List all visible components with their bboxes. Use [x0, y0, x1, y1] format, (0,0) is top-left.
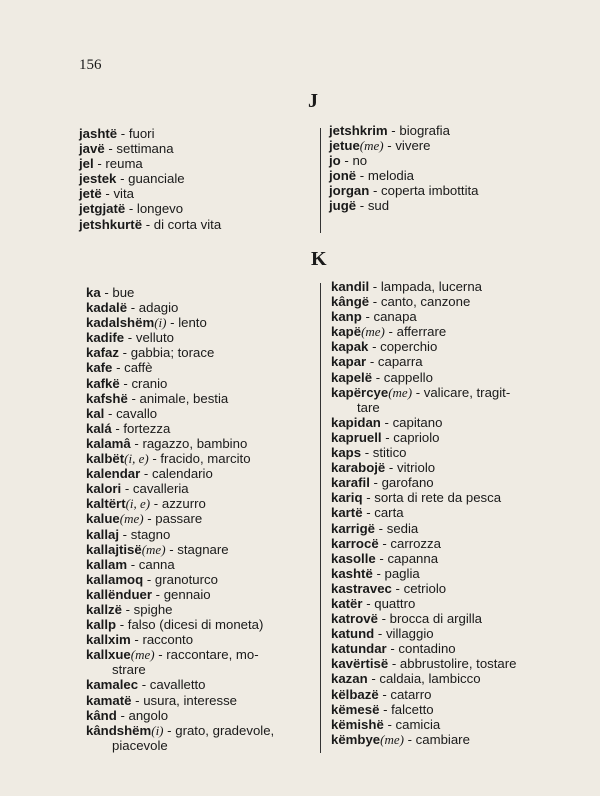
dictionary-entry	[86, 587, 318, 602]
entry-headword: kandil	[331, 279, 370, 294]
entry-translation: - falso (dicesi di moneta)	[116, 617, 264, 633]
dictionary-entry	[331, 656, 581, 671]
entry-grammar-note: (i, e)	[125, 496, 151, 512]
entry-translation: - biografia	[387, 123, 450, 138]
dictionary-entry	[86, 421, 318, 436]
dictionary-entry	[86, 315, 318, 330]
dictionary-entry	[86, 677, 318, 692]
entry-headword: kalamâ	[86, 435, 131, 451]
entry-headword: kallamoq	[86, 571, 144, 587]
entry-translation: - cappello	[372, 369, 433, 385]
entry-translation: - stagno	[119, 526, 171, 542]
dictionary-entry	[331, 324, 581, 339]
entry-translation: - vitriolo	[385, 460, 436, 476]
entry-translation: - angolo	[116, 707, 169, 723]
entry-translation: - vita	[101, 186, 134, 202]
dictionary-entry	[86, 285, 318, 300]
entry-translation: - caffè	[112, 360, 153, 376]
entry-translation: - fuori	[117, 126, 155, 141]
dictionary-entry	[86, 496, 318, 511]
entry-translation-continued: strare	[112, 662, 146, 678]
entry-translation: - paglia	[372, 565, 420, 581]
entry-translation: - bue	[100, 285, 135, 300]
entry-headword: katër	[331, 595, 363, 611]
dictionary-entry	[331, 551, 581, 566]
entry-translation: - lento	[166, 315, 207, 331]
entry-headword: kallxue	[86, 647, 131, 663]
entry-headword: kallënduer	[86, 586, 152, 602]
entry-translation: - usura, interesse	[131, 692, 238, 708]
entry-headword: kapruell	[331, 429, 382, 445]
entry-headword: kalbët	[86, 451, 125, 467]
dictionary-entry	[331, 294, 581, 309]
dictionary-entry	[331, 687, 581, 702]
column-k-left	[86, 285, 318, 753]
entry-headword: karabojë	[331, 460, 386, 476]
dictionary-entry	[329, 123, 579, 138]
dictionary-entry	[331, 626, 581, 641]
entry-translation: - canto, canzone	[369, 294, 471, 310]
entry-grammar-note: (me)	[119, 511, 144, 527]
entry-translation: - caparra	[366, 354, 423, 370]
dictionary-entry	[86, 723, 318, 753]
entry-translation: - valicare, tragit-	[412, 384, 511, 400]
entry-translation: - garofano	[369, 475, 434, 491]
dictionary-entry	[86, 557, 318, 572]
entry-translation: - canna	[127, 556, 175, 572]
entry-headword: kalue	[86, 511, 120, 527]
dictionary-entry	[86, 391, 318, 406]
dictionary-entry	[331, 536, 581, 551]
dictionary-entry	[331, 354, 581, 369]
entry-headword: karafil	[331, 475, 370, 491]
column-j-right	[329, 123, 579, 214]
dictionary-entry	[79, 201, 314, 216]
dictionary-entry	[86, 481, 318, 496]
column-j-left	[79, 126, 314, 232]
dictionary-entry	[79, 186, 314, 201]
entry-translation: - capanna	[375, 550, 439, 566]
dictionary-entry	[86, 647, 318, 677]
dictionary-entry	[86, 376, 318, 391]
dictionary-entry	[331, 385, 581, 415]
entry-headword: jorgan	[329, 183, 370, 199]
entry-headword: kadalshëm	[86, 315, 155, 331]
entry-headword: kaltërt	[86, 496, 126, 512]
entry-headword: kapidan	[331, 414, 381, 430]
entry-headword: katundar	[331, 641, 387, 657]
dictionary-entry	[331, 717, 581, 732]
entry-headword: këlbazë	[331, 686, 379, 702]
entry-headword: kafshë	[86, 390, 128, 406]
dictionary-entry	[86, 345, 318, 360]
entry-headword: kalá	[86, 420, 112, 436]
entry-translation: - cetriolo	[391, 580, 447, 596]
dictionary-entry	[86, 632, 318, 647]
entry-headword: kariq	[331, 490, 363, 506]
entry-headword: katund	[331, 626, 375, 642]
entry-translation: - spighe	[121, 601, 173, 617]
entry-headword: kând	[86, 707, 117, 723]
entry-headword: këmbye	[331, 731, 381, 747]
entry-translation: - caldaia, lambicco	[367, 671, 481, 687]
entry-translation: - carrozza	[378, 535, 441, 551]
entry-translation: - settimana	[104, 141, 174, 157]
dictionary-entry	[79, 126, 314, 141]
entry-translation: - grato, gradevole,	[163, 722, 275, 738]
entry-headword: kashtë	[331, 565, 373, 581]
entry-translation: - sedia	[375, 520, 419, 536]
entry-headword: kafkë	[86, 375, 120, 391]
dictionary-entry	[331, 415, 581, 430]
dictionary-entry	[86, 300, 318, 315]
entry-translation: - cambiare	[403, 731, 470, 747]
entry-headword: kafaz	[86, 345, 119, 361]
dictionary-entry	[86, 466, 318, 481]
entry-translation: - brocca di argilla	[377, 611, 482, 627]
entry-translation: - villaggio	[374, 626, 434, 642]
entry-grammar-note: (me)	[130, 647, 155, 663]
entry-translation: - catarro	[378, 686, 432, 702]
entry-headword: jetë	[79, 186, 102, 202]
dictionary-entry	[331, 505, 581, 520]
dictionary-entry	[329, 183, 579, 198]
entry-headword: kallajtisë	[86, 541, 142, 557]
dictionary-entry	[331, 566, 581, 581]
entry-headword: karrocë	[331, 535, 379, 551]
dictionary-entry	[86, 330, 318, 345]
entry-translation: - longevo	[125, 201, 184, 217]
dictionary-entry	[79, 141, 314, 156]
dictionary-entry	[86, 360, 318, 375]
entry-translation: - cavalleria	[121, 481, 189, 497]
column-divider-k	[320, 283, 321, 753]
entry-headword: jashtë	[79, 126, 118, 141]
dictionary-entry	[331, 521, 581, 536]
dictionary-entry	[331, 309, 581, 324]
entry-headword: kallam	[86, 556, 128, 572]
entry-headword: kalendar	[86, 466, 141, 482]
entry-translation: - cavalletto	[138, 677, 206, 693]
entry-translation: - no	[340, 153, 368, 169]
entry-translation: - cavallo	[104, 405, 158, 421]
entry-headword: kapërcye	[331, 384, 389, 400]
entry-translation: - coperta imbottita	[369, 183, 479, 199]
entry-translation: - fortezza	[111, 420, 171, 436]
dictionary-entry	[331, 641, 581, 656]
dictionary-entry	[331, 339, 581, 354]
entry-headword: jel	[79, 156, 94, 172]
dictionary-entry	[331, 475, 581, 490]
entry-grammar-note: (me)	[359, 138, 384, 154]
dictionary-entry	[86, 542, 318, 557]
entry-translation: - fracido, marcito	[148, 451, 251, 467]
section-letter-k: K	[311, 248, 327, 270]
dictionary-entry	[79, 171, 314, 186]
dictionary-entry	[86, 451, 318, 466]
dictionary-entry	[331, 490, 581, 505]
dictionary-entry	[331, 430, 581, 445]
entry-translation: - capriolo	[381, 429, 440, 445]
entry-translation: - azzurro	[150, 496, 206, 512]
dictionary-entry	[86, 708, 318, 723]
dictionary-entry	[86, 602, 318, 617]
entry-headword: kastravec	[331, 580, 392, 596]
entry-headword: kamatë	[86, 692, 132, 708]
dictionary-entry	[79, 156, 314, 171]
entry-headword: jetshkurtë	[79, 216, 143, 232]
entry-grammar-note: (i, e)	[124, 451, 149, 467]
entry-headword: jetgjatë	[79, 201, 126, 217]
entry-headword: kadife	[86, 330, 125, 346]
entry-translation: - stagnare	[165, 541, 229, 557]
dictionary-entry	[331, 445, 581, 460]
entry-headword: jo	[329, 153, 341, 169]
dictionary-entry	[331, 611, 581, 626]
entry-headword: kartë	[331, 505, 363, 521]
dictionary-entry	[331, 581, 581, 596]
entry-headword: kângë	[331, 294, 370, 310]
entry-headword: jestek	[79, 171, 117, 187]
entry-translation: - falcetto	[379, 701, 434, 717]
dictionary-entry	[331, 671, 581, 686]
entry-translation: - vivere	[383, 138, 431, 154]
entry-headword: kadalë	[86, 300, 128, 316]
entry-headword: kalori	[86, 481, 122, 497]
entry-headword: kallaj	[86, 526, 119, 542]
dictionary-entry	[331, 702, 581, 717]
page-number: 156	[79, 57, 102, 73]
entry-translation: - quattro	[362, 595, 416, 611]
entry-translation: - afferrare	[384, 324, 447, 340]
entry-translation: - reuma	[93, 156, 143, 172]
entry-translation-continued: tare	[357, 399, 380, 415]
entry-headword: katrovë	[331, 611, 378, 627]
entry-headword: kapar	[331, 354, 367, 370]
entry-headword: jonë	[329, 168, 357, 184]
entry-translation: - di corta vita	[142, 216, 222, 232]
entry-translation: - racconto	[130, 632, 194, 648]
entry-headword: kaps	[331, 445, 362, 461]
dictionary-entry	[331, 732, 581, 747]
dictionary-entry	[86, 527, 318, 542]
entry-headword: kapelë	[331, 369, 373, 385]
dictionary-entry	[86, 436, 318, 451]
dictionary-entry	[329, 198, 579, 213]
entry-translation: - raccontare, mo-	[154, 647, 259, 663]
dictionary-entry	[79, 217, 314, 232]
entry-headword: kasolle	[331, 550, 376, 566]
entry-translation: - adagio	[127, 300, 179, 316]
entry-translation: - capitano	[380, 414, 443, 430]
entry-translation: - ragazzo, bambino	[130, 435, 248, 451]
entry-headword: kapak	[331, 339, 369, 355]
entry-headword: këmesë	[331, 701, 380, 717]
entry-headword: kal	[86, 405, 105, 421]
entry-translation: - sud	[356, 198, 390, 214]
entry-headword: jetshkrim	[329, 123, 388, 138]
dictionary-entry	[86, 406, 318, 421]
entry-grammar-note: (i)	[154, 315, 167, 331]
entry-translation: - camicia	[383, 716, 441, 732]
section-letter-j: J	[308, 90, 318, 112]
entry-translation: - coperchio	[368, 339, 438, 355]
entry-translation: - abbrustolire, tostare	[388, 656, 517, 672]
entry-translation: - guanciale	[116, 171, 185, 187]
entry-translation: - gennaio	[151, 586, 211, 602]
entry-translation: - sorta di rete da pesca	[362, 490, 502, 506]
entry-grammar-note: (me)	[141, 541, 166, 557]
entry-translation-continued: piacevole	[112, 737, 168, 753]
dictionary-entry	[331, 460, 581, 475]
entry-grammar-note: (me)	[380, 731, 404, 747]
entry-translation: - contadino	[386, 641, 456, 657]
entry-headword: kanp	[331, 309, 362, 325]
entry-translation: - lampada, lucerna	[369, 279, 482, 294]
dictionary-entry	[86, 617, 318, 632]
entry-headword: kândshëm	[86, 722, 152, 738]
entry-translation: - gabbia; torace	[119, 345, 215, 361]
entry-translation: - passare	[143, 511, 203, 527]
entry-headword: javë	[79, 141, 105, 157]
column-k-right	[331, 279, 581, 747]
dictionary-entry	[86, 572, 318, 587]
dictionary-entry	[86, 511, 318, 526]
entry-headword: ka	[86, 285, 101, 300]
dictionary-entry	[331, 370, 581, 385]
column-divider-j	[320, 128, 321, 233]
entry-headword: këmishë	[331, 716, 384, 732]
entry-headword: kallzë	[86, 601, 122, 617]
dictionary-entry	[329, 168, 579, 183]
dictionary-entry	[86, 693, 318, 708]
dictionary-entry	[329, 153, 579, 168]
entry-translation: - granoturco	[143, 571, 218, 587]
entry-translation: - canapa	[361, 309, 417, 325]
entry-headword: kallp	[86, 617, 117, 633]
entry-translation: - velluto	[124, 330, 174, 346]
entry-headword: jugë	[329, 198, 357, 214]
entry-headword: kazan	[331, 671, 368, 687]
entry-headword: kafe	[86, 360, 113, 376]
entry-translation: - calendario	[140, 466, 213, 482]
entry-grammar-note: (me)	[388, 384, 413, 400]
entry-headword: karrigë	[331, 520, 375, 536]
entry-translation: - cranio	[119, 375, 168, 391]
entry-headword: kavërtisë	[331, 656, 389, 672]
entry-headword: kapë	[331, 324, 362, 340]
dictionary-entry	[331, 279, 581, 294]
entry-headword: jetue	[329, 138, 360, 154]
entry-translation: - melodia	[356, 168, 415, 184]
dictionary-entry	[329, 138, 579, 153]
entry-translation: - carta	[362, 505, 404, 521]
entry-grammar-note: (me)	[361, 324, 385, 340]
dictionary-entry	[331, 596, 581, 611]
entry-headword: kallxim	[86, 632, 131, 648]
entry-headword: kamalec	[86, 677, 139, 693]
entry-translation: - animale, bestia	[127, 390, 229, 406]
entry-translation: - stitico	[361, 445, 407, 461]
entry-grammar-note: (i)	[151, 722, 164, 738]
